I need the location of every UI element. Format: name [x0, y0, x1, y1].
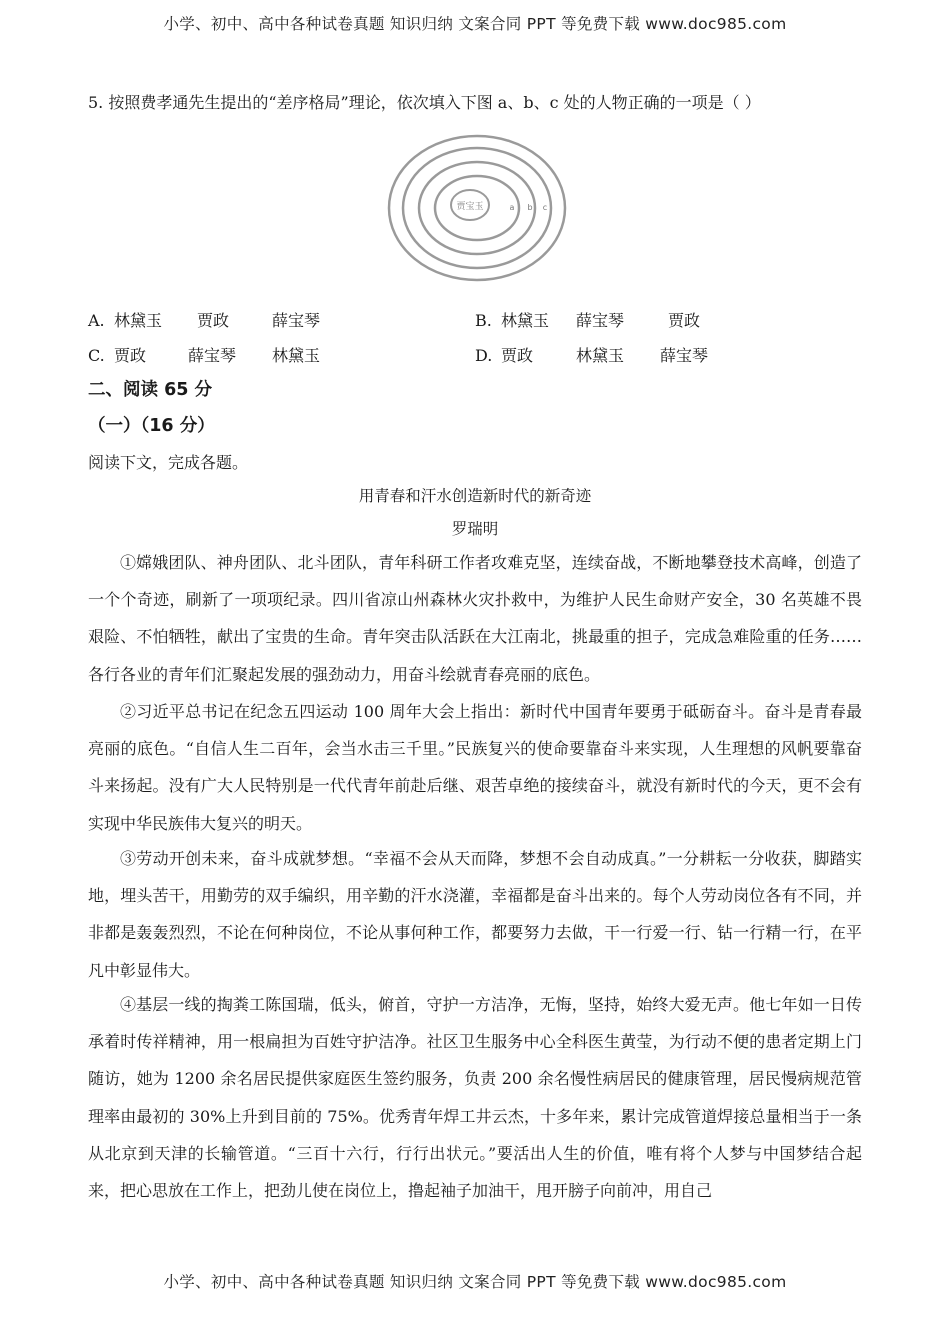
paragraph-2: ②习近平总书记在纪念五四运动 100 周年大会上指出：新时代中国青年要勇于砥砺奋斗。奋斗是青春最亮丽的底色。“自信人生二百年，会当水击三千里。”民族复兴的使命要靠奋斗来实现，人生理想的风帆要靠奋斗来扬起。没有广大人民特别是一代代青年前赴后继、艰苦卓绝的接续奋斗，就没有新时代的今天，更不会有实现中华民族伟大复兴的明天。 — [88, 702, 862, 833]
question-5-stem: 5. 按照费孝通先生提出的“差序格局”理论，依次填入下图 a、b、c 处的人物正确的一项是（ ） — [88, 93, 761, 112]
page-header: 小学、初中、高中各种试卷真题 知识归纳 文案合同 PPT 等免费下载 www.doc985.com — [163, 15, 787, 33]
paragraph-3: ③劳动开创未来，奋斗成就梦想。“幸福不会从天而降，梦想不会自动成真。”一分耕耘一分收获，脚踏实地，埋头苦干，用勤劳的双手编织，用辛勤的汗水浇灌，幸福都是奋斗出来的。每个人劳动岗位各有不同，并非都是轰轰烈烈，不论在何种岗位，不论从事何种工作，都要努力去做，干一行爱一行、钻一行精一行，在平凡中彰显伟大。 — [88, 849, 862, 980]
reading-instruction: 阅读下文，完成各题。 — [88, 453, 249, 472]
paragraph-4: ④基层一线的掏粪工陈国瑞，低头，俯首，守护一方洁净，无悔，坚持，始终大爱无声。他七年如一日传承着时传祥精神，用一根扁担为百姓守护洁净。社区卫生服务中心全科医生黄莹，为行动不便的患者定期上门随访，她为 1200 余名居民提供家庭医生签约服务，负责 200 余名慢性病居民的健康管理，居民慢病规范管理率由最初的 30%上升到目前的 75%。优秀青年焊工井云杰，十多年来，累计完成管道焊接总量相当于一条从北京到天津的长输管道。“三百十六行，行行出状元。”要活出人生的价值，唯有将个人梦与中国梦结合起来，把心思放在工作上，把劲儿使在岗位上，撸起袖子加油干，甩开膀子向前冲，用自己 — [88, 995, 862, 1201]
option-b[interactable]: B. 林黛玉 薛宝琴 贾政 — [475, 311, 701, 330]
option-a[interactable]: A. 林黛玉 贾政 薛宝琴 — [88, 311, 321, 330]
label-b: b — [527, 203, 533, 212]
label-a: a — [509, 203, 515, 212]
subsection-heading: （一）（16 分） — [88, 416, 215, 436]
article-author: 罗瑞明 — [451, 520, 499, 538]
option-d[interactable]: D. 贾政 林黛玉 薛宝琴 — [475, 346, 709, 365]
concentric-circles-diagram — [384, 132, 570, 284]
option-c[interactable]: C. 贾政 薛宝琴 林黛玉 — [88, 346, 321, 365]
paragraph-1: ①嫦娥团队、神舟团队、北斗团队，青年科研工作者攻难克坚，连续奋战，不断地攀登技术高峰，创造了一个个奇迹，刷新了一项项纪录。四川省凉山州森林火灾扑救中，为维护人民生命财产安全，30 名英雄不畏艰险、不怕牺牲，献出了宝贵的生命。青年突击队活跃在大江南北，挑最重的担子，完成急难险重的任务……各行各业的青年们汇聚起发展的强劲动力，用奋斗绘就青春亮丽的底色。 — [88, 553, 862, 684]
article-title: 用青春和汗水创造新时代的新奇迹 — [358, 487, 592, 505]
label-c: c — [542, 203, 548, 212]
page-footer: 小学、初中、高中各种试卷真题 知识归纳 文案合同 PPT 等免费下载 www.doc985.com — [163, 1273, 787, 1291]
section-heading: 二、阅读 65 分 — [88, 380, 213, 400]
center-label: 贾宝玉 — [456, 202, 484, 212]
